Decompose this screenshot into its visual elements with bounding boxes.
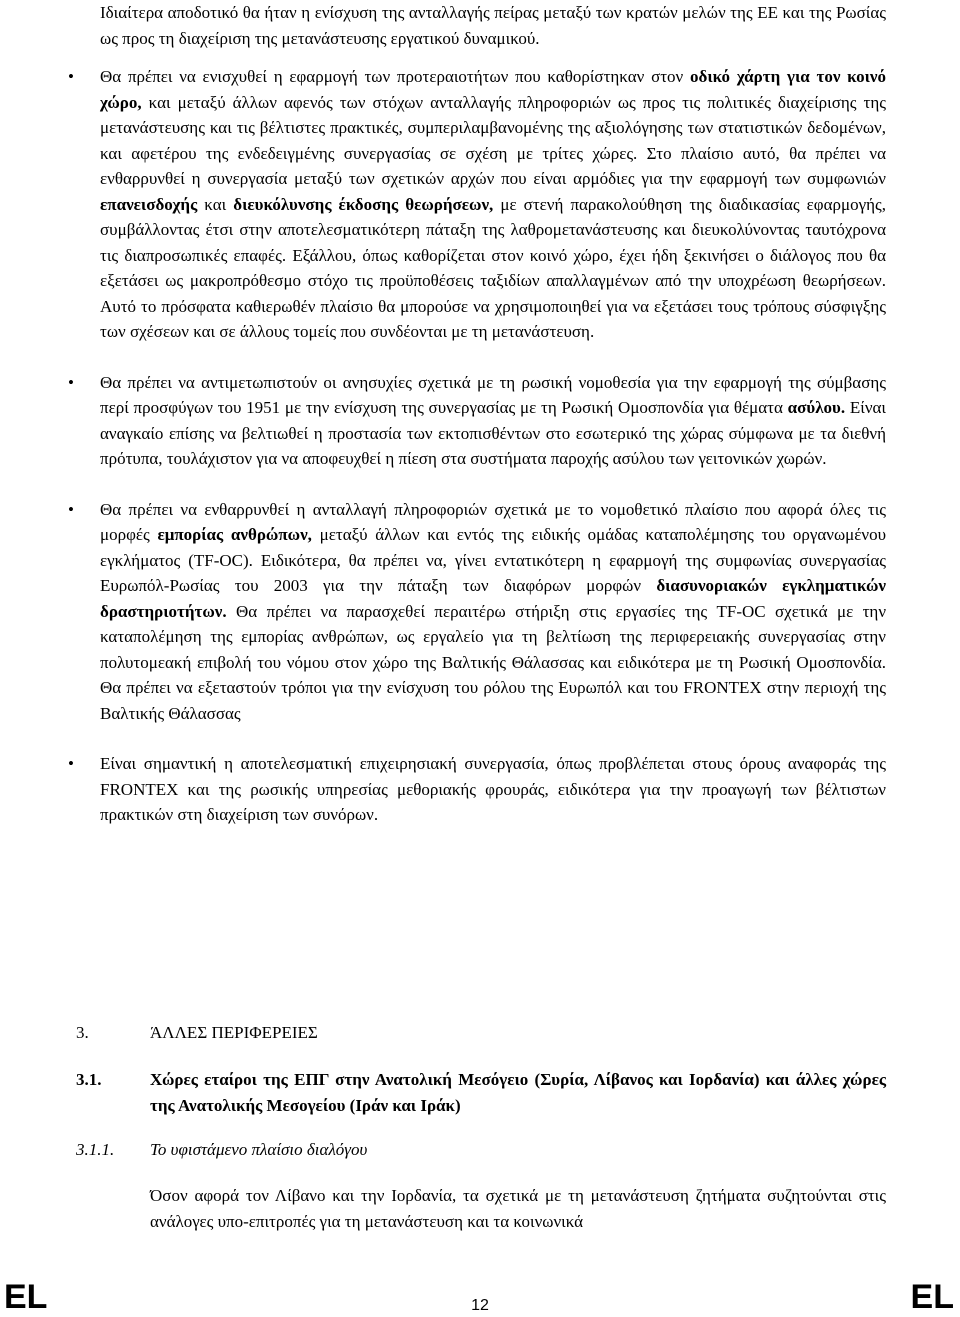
bullet-icon: •	[68, 67, 74, 86]
bullet-text: και μεταξύ άλλων αφενός των στόχων ανταλλαγής πληροφοριών ως προς τις πολιτικές διαχείρισης της μετανάστευσης και τις βέλτιστες πρακτικές, συμπεριλαμβανομένης της αξιολόγησης των στατιστικών δεδομένων, και αφετέρου της ενδεδειγμένης συνεργασίας σε σχέση με τρίτες χώρες. Στο πλαίσιο αυτό, θα πρέπει να ενθαρρυνθεί η συνεργασία μεταξύ των σχετικών αρχών που είναι αρμόδιες για την εφαρμογή των συμφωνιών	[100, 92, 886, 188]
bold-phrase: διασυνοριακών εγκληματικών δραστηριοτήτων.	[100, 576, 887, 621]
intro-paragraph: Ιδιαίτερα αποδοτικό θα ήταν η ενίσχυση της ανταλλαγής πείρας μεταξύ των κρατών μελών της ΕΕ και της Ρωσίας ως προς τη διαχείριση της μετανάστευσης εργατικού δυναμικού.	[100, 3, 886, 48]
bullet-text: Θα πρέπει να ενθαρρυνθεί η ανταλλαγή πληροφοριών σχετικά με το νομοθετικό πλαίσιο που αφορά όλες τις μορφές	[100, 499, 886, 544]
bullet-text: Είναι σημαντική η αποτελεσματική επιχειρησιακή συνεργασία, όπως προβλέπεται στους όρους αναφοράς της FRONTEX και της ρωσικής υπηρεσίας μεθοριακής φρουράς, ειδικότερα για την προαγωγή των βέλτιστων πρακτικών στη διαχείριση των συνόρων.	[100, 754, 886, 824]
section-title: ΆΛΛΕΣ ΠΕΡΙΦΕΡΕΙΕΣ	[150, 1023, 318, 1042]
section-number: 3.1.	[76, 1070, 102, 1089]
bold-phrase: επανεισδοχής	[100, 194, 198, 214]
bullet-item-2	[68, 370, 886, 472]
bold-phrase: διευκόλυνσης έκδοσης θεωρήσεων,	[233, 194, 494, 214]
section-number: 3.1.1.	[76, 1140, 115, 1159]
bullet-text: μεταξύ άλλων και εντός της ειδικής ομάδας καταπολέμησης του οργανωμένου εγκλήματος (TF-OC). Ειδικότερα, θα πρέπει να, γίνει εντατικότερη η εφαρμογή της συμφωνίας συνεργασίας Ευρωπόλ-Ρωσίας του 2003 για την πάταξη των διαφόρων μορφών	[100, 525, 886, 595]
bullet-icon: •	[68, 499, 74, 519]
section-number: 3.	[76, 1023, 89, 1042]
bullet-text: Είναι αναγκαίο επίσης να βελτιωθεί η προστασία των εκτοπισθέντων στο εσωτερικό της χώρας σύμφωνα με τα διεθνή πρότυπα, τουλάχιστον για να αποφευχθεί η πίεση στα συστήματα παροχής ασύλου των γειτονικών χωρών.	[100, 398, 886, 468]
bullet-text: και	[197, 194, 234, 214]
bullet-text: Θα πρέπει να παρασχεθεί περαιτέρω στήριξη στις εργασίες της TF-OC σχετικά με την καταπολέμηση της εμπορίας ανθρώπων, ως εργαλείο για τη βελτίωση της περιφερειακής συνεργασίας στην πολυτομεακή επιβολή του νόμου στον χώρο της Βαλτικής Θάλασσας και ειδικότερα με τη Ρωσική Ομοσπονδία. Θα πρέπει να εξεταστούν τρόποι για την ενίσχυση του ρόλου της Ευρωπόλ και του FRONTEX στην περιοχή της Βαλτικής Θάλασσας	[100, 601, 886, 723]
bullet-text: με στενή παρακολούθηση της διαδικασίας εφαρμογής, συμβάλλοντας έτσι στην αποτελεσματικότερη πάταξη της λαθρομετανάστευσης και διευκολύνοντας ταυτόχρονα τις διαπροσωπικές επαφές. Εξάλλου, όπως καθορίζεται στον κοινό χώρο, έχει ήδη ξεκινήσει ο διάλογος που θα εξετάσει ως μακροπρόθεσμο στόχο τις προϋποθέσεις ταξιδίων απαλλαγμένων από την υποχρέωση θεωρήσεων. Αυτό το πρόσφατα καθιερωθέν πλαίσιο θα μπορούσε να χρησιμοποιηθεί για να εξετάσει τους τρόπους σύσφιγξης των σχέσεων και σε άλλους τομείς που συνδέονται με τη μετανάστευση.	[100, 194, 886, 341]
bullet-icon: •	[68, 754, 74, 773]
footer-language-left: EL	[4, 1278, 48, 1316]
bullet-item-1	[68, 64, 886, 345]
section-title: Το υφιστάμενο πλαίσιο διαλόγου	[150, 1140, 368, 1159]
bullet-item-4	[68, 751, 886, 828]
bullet-text: Θα πρέπει να αντιμετωπιστούν οι ανησυχίες σχετικά με τη ρωσική νομοθεσία για την εφαρμογή της σύμβασης περί προσφύγων του 1951 με την ενίσχυση της συνεργασίας με τη Ρωσική Ομοσπονδία για θέματα	[100, 372, 886, 417]
footer-language-right: EL	[910, 1278, 954, 1316]
bullet-text: Θα πρέπει να ενισχυθεί η εφαρμογή των προτεραιοτήτων που καθορίστηκαν στον	[100, 67, 691, 86]
bullet-icon: •	[68, 372, 74, 392]
section-title: Χώρες εταίροι της ΕΠΓ στην Ανατολική Μεσόγειο (Συρία, Λίβανος και Ιορδανία) και άλλες χώρες της Ανατολικής Μεσογείου (Ιράν και Ιράκ)	[150, 1070, 886, 1115]
bold-phrase: οδικό χάρτη για τον κοινό χώρο,	[100, 67, 886, 112]
bullet-item-3	[68, 497, 887, 727]
page-number: 12	[471, 1297, 489, 1314]
bold-phrase: εμπορίας ανθρώπων,	[157, 525, 312, 544]
bullet-list	[68, 64, 887, 853]
final-paragraph: Όσον αφορά τον Λίβανο και την Ιορδανία, τα σχετικά με τη μετανάστευση ζητήματα συζητούνται στις ανάλογες υπο-επιτροπές για τη μετανάστευση και τα κοινωνικά	[150, 1186, 886, 1231]
bold-phrase: ασύλου.	[787, 398, 846, 417]
